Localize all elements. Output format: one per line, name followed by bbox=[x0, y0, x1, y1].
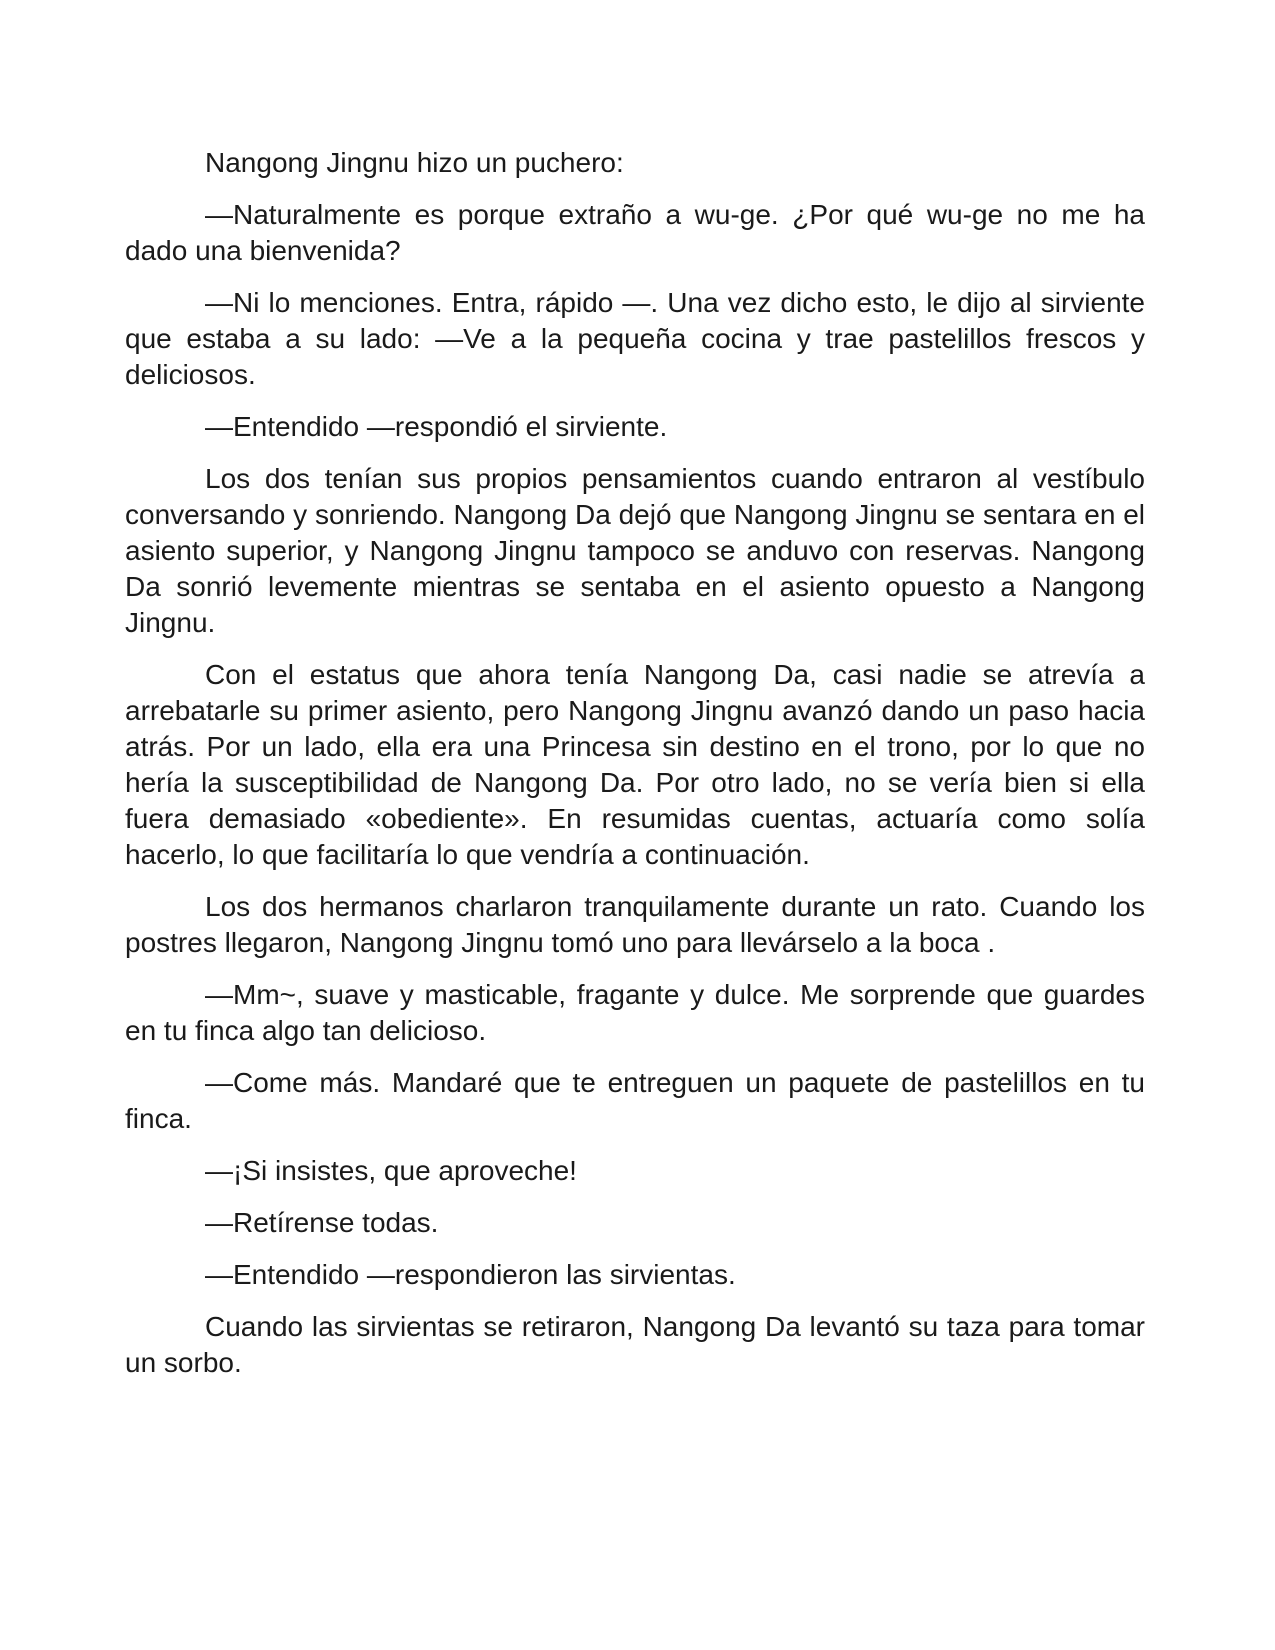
paragraph: —Entendido —respondieron las sirvientas. bbox=[205, 1259, 736, 1290]
paragraph: —Mm~, suave y masticable, fragante y dulce. Me sorprende que guardes en tu finca algo tan delicioso. bbox=[125, 979, 1145, 1046]
paragraph: Los dos hermanos charlaron tranquilamente durante un rato. Cuando los postres llegaron, Nangong Jingnu tomó uno para llevárselo a la boca . bbox=[125, 891, 1145, 958]
paragraph: —Ni lo menciones. Entra, rápido —. Una vez dicho esto, le dijo al sirviente que estaba a su lado: —Ve a la pequeña cocina y trae pastelillos frescos y deliciosos. bbox=[125, 287, 1145, 390]
paragraph: —Entendido —respondió el sirviente. bbox=[205, 411, 668, 442]
paragraph: —¡Si insistes, que aproveche! bbox=[205, 1155, 577, 1186]
paragraph: Los dos tenían sus propios pensamientos cuando entraron al vestíbulo conversando y sonriendo. Nangong Da dejó que Nangong Jingnu se sentara en el asiento superior, y Nangong Jingnu tampoco se anduvo con reservas. Nangong Da sonrió levemente mientras se sentaba en el asiento opuesto a Nangong Jingnu. bbox=[125, 463, 1145, 638]
paragraph: —Naturalmente es porque extraño a wu-ge. ¿Por qué wu-ge no me ha dado una bienvenida? bbox=[125, 199, 1145, 266]
paragraph: Cuando las sirvientas se retiraron, Nangong Da levantó su taza para tomar un sorbo. bbox=[125, 1311, 1145, 1378]
paragraph: —Come más. Mandaré que te entreguen un paquete de pastelillos en tu finca. bbox=[125, 1067, 1145, 1134]
document-page bbox=[125, 145, 1145, 1397]
paragraph: Con el estatus que ahora tenía Nangong Da, casi nadie se atrevía a arrebatarle su primer asiento, pero Nangong Jingnu avanzó dando un paso hacia atrás. Por un lado, ella era una Princesa sin destino en el trono, por lo que no hería la susceptibilidad de Nangong Da. Por otro lado, no se vería bien si ella fuera demasiado «obediente». En resumidas cuentas, actuaría como solía hacerlo, lo que facilitaría lo que vendría a continuación. bbox=[125, 659, 1145, 870]
paragraph: Nangong Jingnu hizo un puchero: bbox=[205, 147, 624, 178]
paragraph: —Retírense todas. bbox=[205, 1207, 439, 1238]
